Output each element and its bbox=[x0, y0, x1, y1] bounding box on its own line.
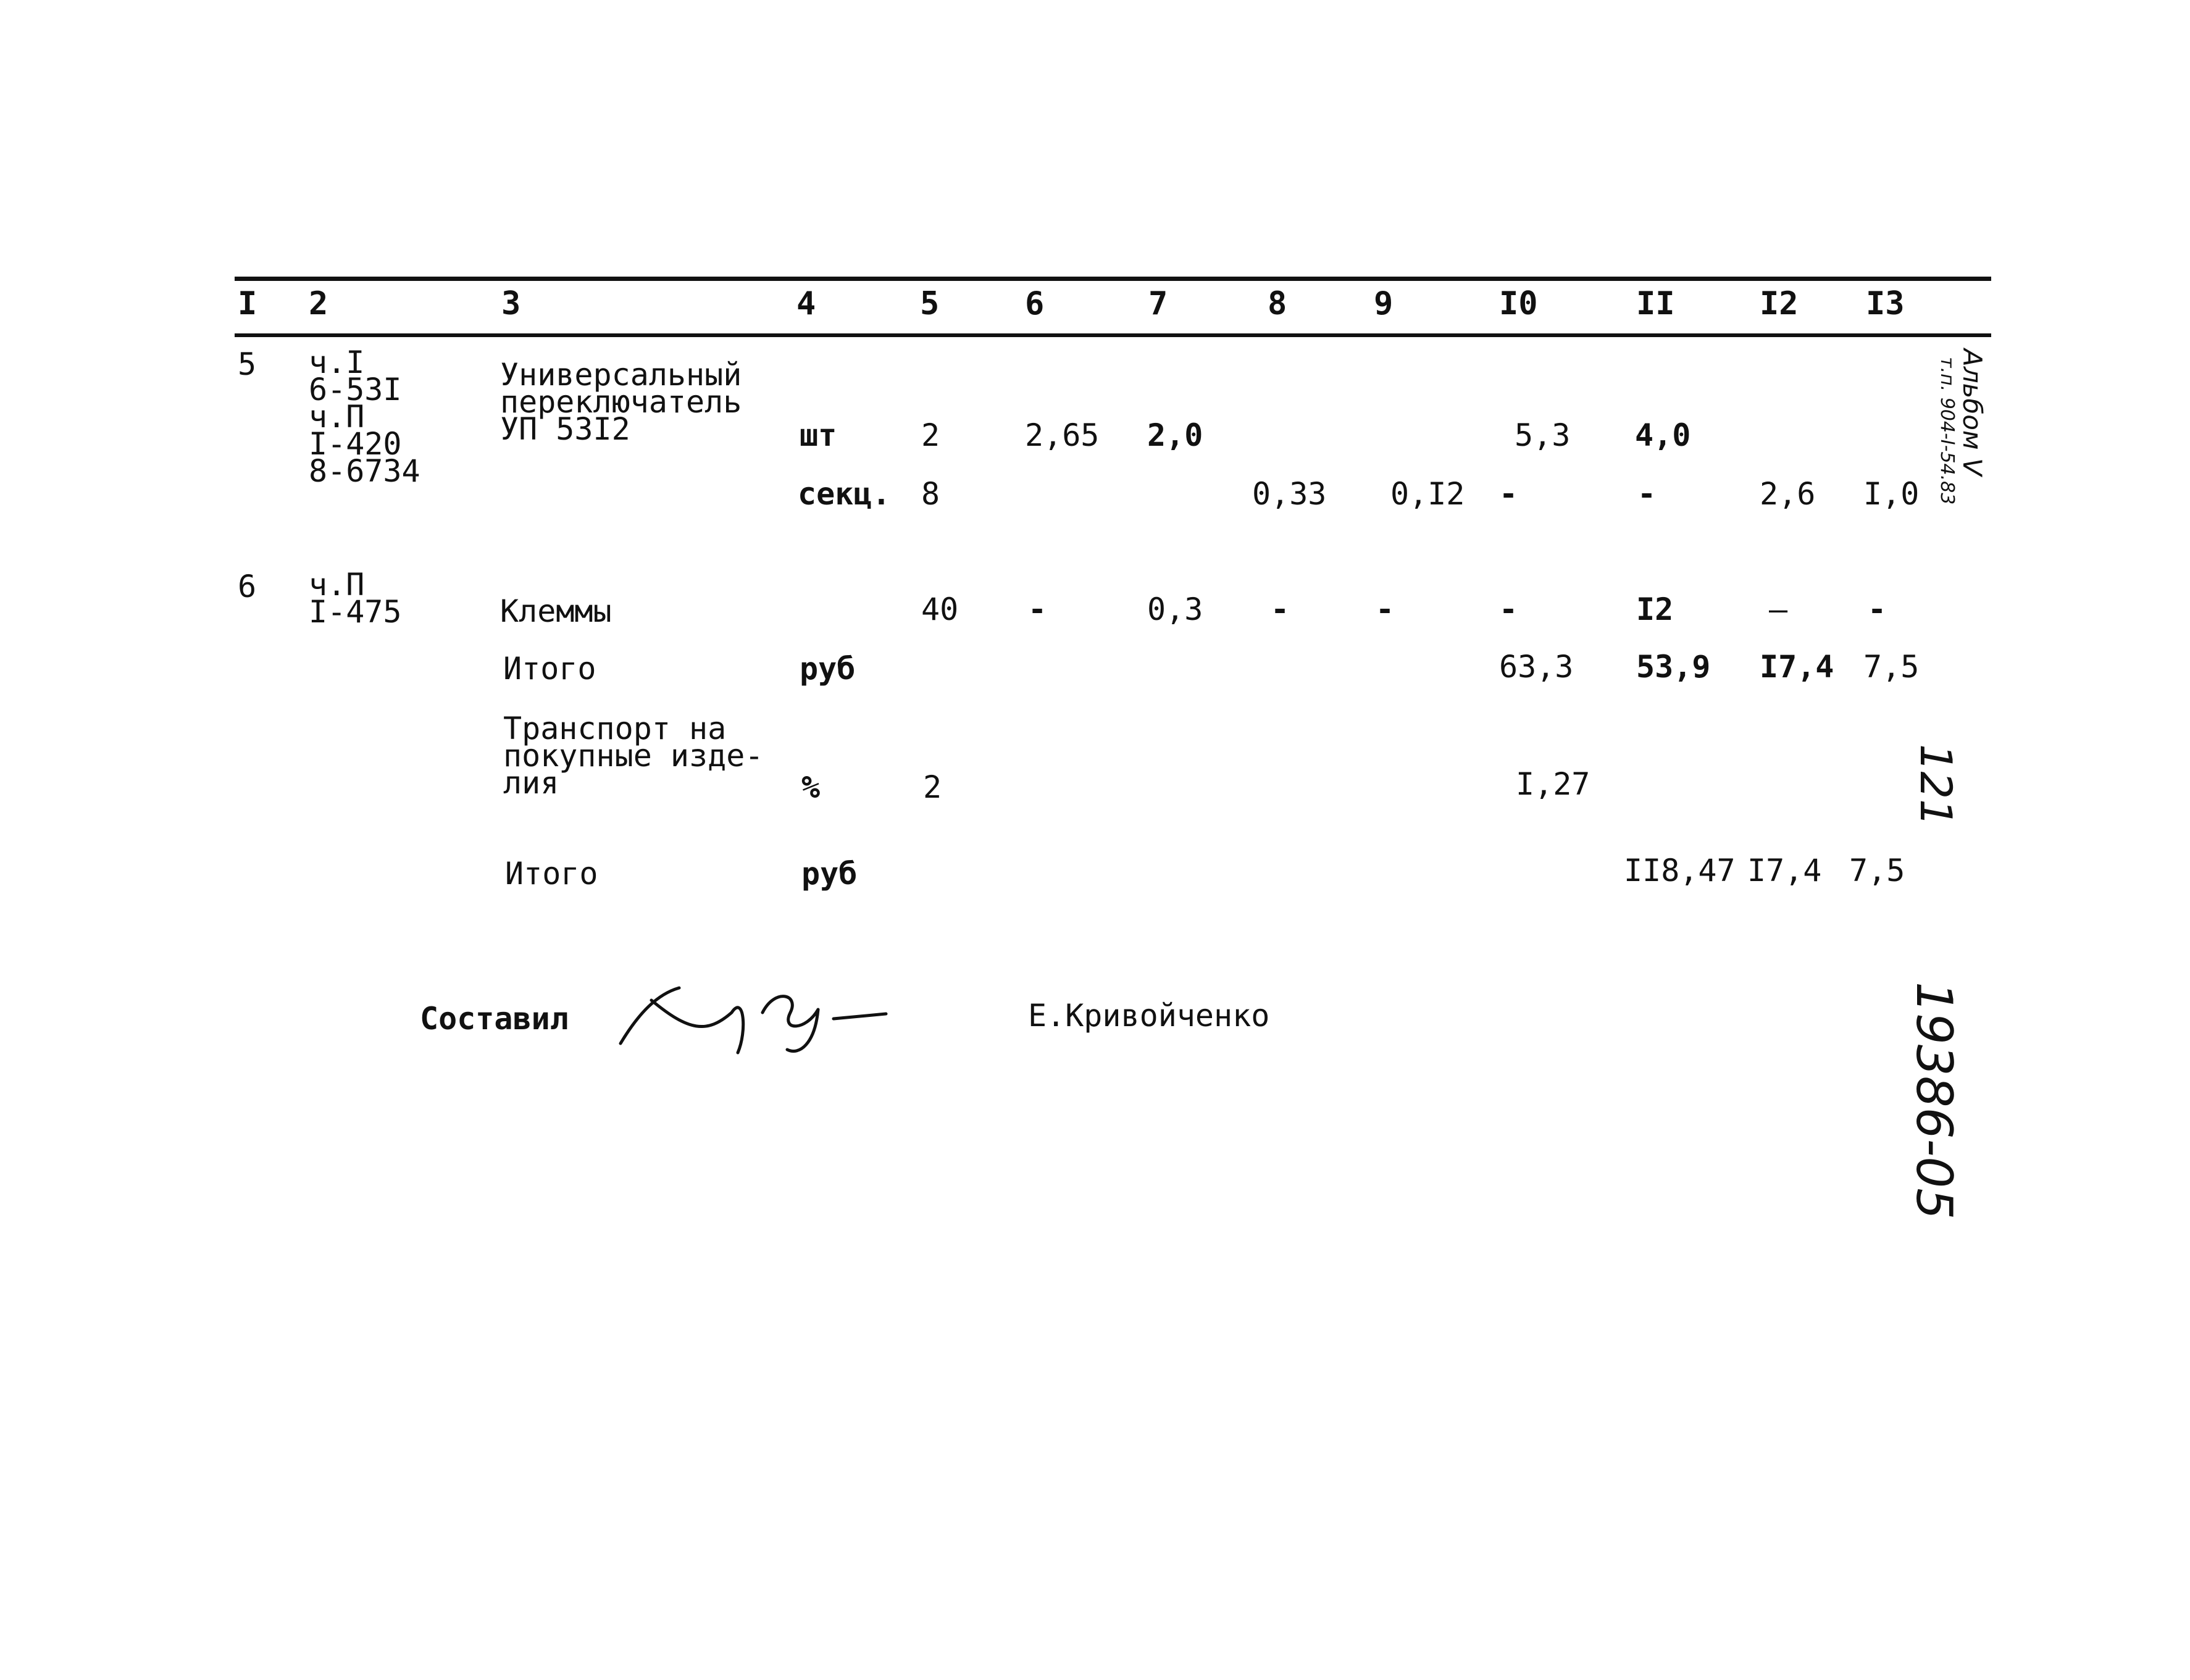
row5-col9: 0,I2 bbox=[1390, 476, 1465, 512]
row5-col5-b: 8 bbox=[921, 476, 940, 512]
row6-number: 6 bbox=[238, 569, 257, 604]
row5-reference bbox=[309, 345, 420, 489]
transport-unit: % bbox=[801, 769, 821, 805]
row6-ref-line: ч.П bbox=[309, 567, 365, 603]
total1-unit: руб bbox=[800, 651, 856, 687]
row6-col7: 0,3 bbox=[1147, 591, 1203, 627]
total1-col10: 63,3 bbox=[1499, 649, 1574, 685]
row5-name-line: Универсальный bbox=[500, 357, 742, 393]
row6-col13: - bbox=[1868, 591, 1887, 627]
transport-col5: 2 bbox=[923, 769, 942, 805]
col-header-10: I0 bbox=[1499, 285, 1538, 322]
col-header-13: I3 bbox=[1866, 285, 1905, 322]
col-header-2: 2 bbox=[309, 285, 328, 322]
col-header-11: II bbox=[1636, 285, 1675, 322]
col-header-3: 3 bbox=[501, 285, 521, 322]
col-header-4: 4 bbox=[796, 285, 816, 322]
row5-ref-line: 6-53I bbox=[309, 372, 402, 407]
row6-col6: - bbox=[1028, 591, 1047, 627]
table-header-rule bbox=[235, 333, 1991, 337]
transport-name-line: лия bbox=[503, 765, 559, 801]
table-top-rule bbox=[235, 277, 1991, 281]
col-header-5: 5 bbox=[920, 285, 940, 322]
compiler-name: Е.Кривойченко bbox=[1028, 998, 1270, 1034]
row5-col13: I,0 bbox=[1863, 476, 1920, 512]
row5-name-line: УП 53I2 bbox=[500, 411, 630, 447]
document-number: 19386-05 bbox=[1905, 982, 1963, 1220]
total1-col12: I7,4 bbox=[1760, 649, 1834, 685]
row5-ref-line: I-420 bbox=[309, 426, 402, 462]
row5-ref-line: 8-6734 bbox=[309, 453, 420, 489]
row5-col11-a: 4,0 bbox=[1635, 417, 1691, 453]
col-header-1: I bbox=[238, 285, 257, 322]
row6-col8: - bbox=[1271, 591, 1290, 627]
album-note-line2: т.п. 904-I-54.83 bbox=[1936, 357, 1958, 505]
transport-name-line: Транспорт на bbox=[503, 711, 727, 746]
total2-col13: 7,5 bbox=[1849, 853, 1905, 888]
row6-col9: - bbox=[1376, 591, 1395, 627]
total1-col11: 53,9 bbox=[1636, 649, 1711, 685]
row5-col8: 0,33 bbox=[1252, 476, 1327, 512]
total2-unit: руб bbox=[801, 856, 858, 892]
row6-reference bbox=[309, 567, 402, 630]
row5-col7: 2,0 bbox=[1147, 417, 1203, 453]
transport-name-line: покупные изде- bbox=[503, 738, 764, 774]
signature bbox=[614, 976, 892, 1062]
row5-col10-b: - bbox=[1499, 476, 1518, 512]
row5-col5-a: 2 bbox=[921, 417, 940, 453]
col-header-8: 8 bbox=[1268, 285, 1287, 322]
total2-col11: II8,47 bbox=[1624, 853, 1736, 888]
row5-col6: 2,65 bbox=[1025, 417, 1100, 453]
row5-name bbox=[500, 357, 742, 447]
page-number: 121 bbox=[1910, 744, 1961, 827]
row6-name: Клеммы bbox=[500, 593, 612, 629]
row5-name-line: переключатель bbox=[500, 384, 742, 420]
row5-col12: 2,6 bbox=[1760, 476, 1816, 512]
row5-ref-line: ч.I bbox=[309, 345, 365, 380]
row6-ref-line: I-475 bbox=[309, 594, 402, 630]
compiled-by-label: Составил bbox=[420, 1001, 569, 1037]
total2-label: Итого bbox=[505, 856, 598, 892]
row5-unit-1: шт bbox=[800, 417, 837, 453]
row6-col5: 40 bbox=[921, 591, 959, 627]
transport-col10: I,27 bbox=[1516, 766, 1590, 802]
total1-label: Итого bbox=[503, 651, 596, 687]
total2-col12: I7,4 bbox=[1747, 853, 1822, 888]
row5-ref-line: ч.П bbox=[309, 399, 365, 435]
total1-col13: 7,5 bbox=[1863, 649, 1920, 685]
row6-col12: — bbox=[1769, 591, 1788, 627]
col-header-9: 9 bbox=[1374, 285, 1394, 322]
row5-number: 5 bbox=[238, 346, 257, 382]
row5-col10-a: 5,3 bbox=[1515, 417, 1571, 453]
row5-unit-2: секц. bbox=[798, 476, 891, 512]
col-header-6: 6 bbox=[1025, 285, 1045, 322]
album-note-line1: Альбом V bbox=[1957, 349, 1987, 476]
row6-col10: - bbox=[1499, 591, 1518, 627]
row6-col11: I2 bbox=[1636, 591, 1674, 627]
col-header-7: 7 bbox=[1148, 285, 1168, 322]
row5-col11-b: - bbox=[1637, 476, 1657, 512]
transport-name bbox=[503, 711, 764, 801]
col-header-12: I2 bbox=[1760, 285, 1799, 322]
